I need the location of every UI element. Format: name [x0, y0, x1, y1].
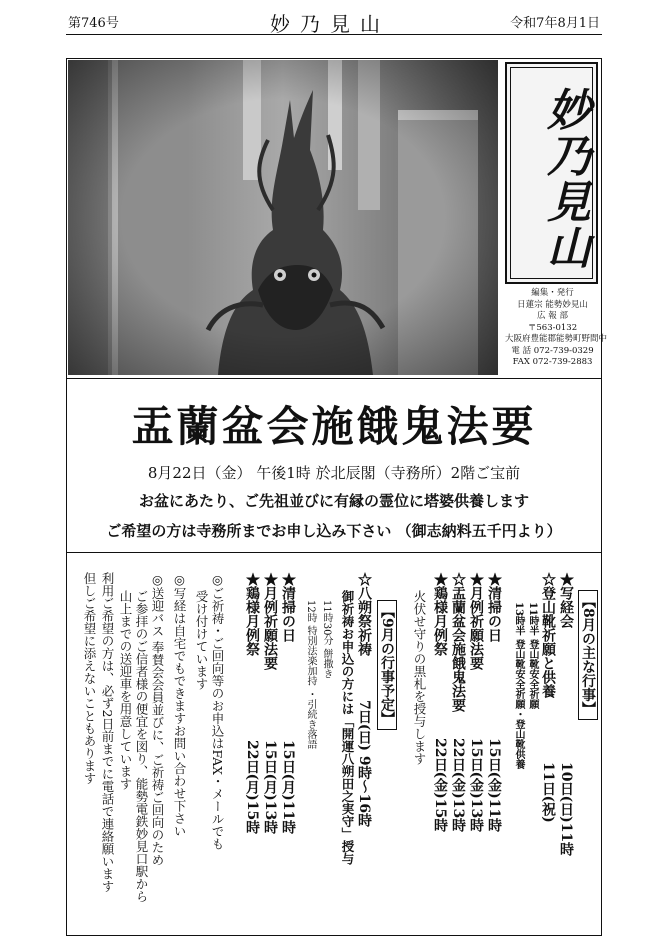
newsletter-title: 妙乃見山: [270, 12, 390, 36]
note-line: ◎写経は自宅でもできますお問い合わせ下さい: [172, 572, 187, 837]
september-item: ★月例祈願法要: [262, 572, 278, 670]
publisher-role: 編集・発行: [531, 288, 574, 298]
schedule-date: 15日(金)11時: [486, 738, 502, 833]
september-note: 11時30分 餅撒き: [321, 600, 332, 679]
schedule-date: 11日(祝): [540, 762, 556, 823]
september-note: 12時 特別法楽加持 ・引続き落語: [305, 600, 316, 750]
note-line: 山上までの送迎車を用意しています: [118, 590, 133, 790]
schedule-date: 10日(日)11時: [558, 762, 574, 857]
schedule-subitem: 13時半 登山靴安全祈願・登山靴供養: [513, 602, 524, 770]
schedule-subitem: 11時半 登山靴安全祈願: [527, 602, 538, 710]
note-line: ◎送迎バス 奉賛会会員並びに、ご祈祷ご回向のため: [150, 572, 165, 866]
september-note: 御祈祷お申込の方には「開運八朔田之実守」授与: [340, 590, 355, 865]
note-line: ご参拝のご信者様の便宜を図り、能勢電鉄妙見口駅から: [134, 590, 149, 903]
publisher-address: 大阪府豊能郡能勢町野間中: [505, 334, 608, 344]
section-rule: [66, 378, 602, 379]
september-heading: 【9月の行事予定】: [377, 600, 397, 730]
dragon-statue-photo: [68, 60, 498, 375]
september-date: 7日(日) 9時〜16時: [356, 700, 372, 828]
august-heading: 【8月の主な行事】: [578, 590, 598, 720]
schedule-date: 22日(金)15時: [432, 738, 448, 833]
masthead-logo: [505, 62, 598, 284]
header-rule: [66, 34, 602, 35]
note-line: ◎ご祈祷・ご回向等のお申込はFAX・メールでも: [210, 572, 225, 851]
schedule-item: ★清掃の日: [486, 572, 502, 642]
note-line: 但しご希望に添えないこともあります: [82, 572, 97, 785]
september-date: 22日(月)15時: [244, 740, 260, 835]
schedule-item: ★月例祈願法要: [468, 572, 484, 670]
schedule-item: ☆盂蘭盆会施餓鬼法要: [450, 572, 466, 712]
september-date: 15日(月)13時: [262, 740, 278, 835]
september-item: ★鶏様月例祭: [244, 572, 260, 656]
issue-date: 令和7年8月1日: [510, 16, 600, 31]
note-line: 利用ご希望の方は、必ず2日前までに電話で連絡願います: [100, 572, 115, 893]
schedule-date: 22日(金)13時: [450, 738, 466, 833]
feature-headline: 盂蘭盆会施餓鬼法要: [131, 402, 537, 451]
masthead-calligraphy: 妙乃見山: [539, 87, 590, 271]
schedule-item: ☆登山靴祈願と供養: [540, 572, 556, 698]
publisher-dept: 広 報 部: [537, 311, 568, 321]
publisher-fax: FAX 072-739-2883: [512, 357, 593, 367]
schedule-item: ★鶏様月例祭: [432, 572, 448, 656]
schedule-date: 15日(金)13時: [468, 738, 484, 833]
publisher-org: 日蓮宗 能勢妙見山: [517, 299, 588, 310]
feature-description: お盆にあたり、ご先祖並びに有縁の霊位に塔婆供養します: [138, 492, 529, 510]
september-date: 15日(月)11時: [280, 740, 296, 835]
schedule-item: ★写経会: [558, 572, 574, 628]
note-line: 受け付けています: [194, 590, 209, 690]
publisher-tel: 電 話 072-739-0329: [511, 345, 594, 356]
schedule-note: 火伏せ守りの黒札を授与します: [412, 590, 427, 765]
september-item: ★清掃の日: [280, 572, 296, 642]
feature-application: ご希望の方は寺務所までお申し込み下さい （御志納料五千円より）: [106, 522, 562, 540]
issue-number: 第746号: [68, 16, 119, 31]
september-item: ☆八朔祭祈祷: [356, 572, 372, 656]
publisher-postal: 〒563-0132: [527, 322, 578, 333]
section-rule-lower: [66, 552, 602, 553]
feature-datetime: 8月22日（金） 午後1時 於北辰閣（寺務所）2階ご宝前: [147, 464, 521, 482]
publisher-info: [505, 288, 608, 369]
